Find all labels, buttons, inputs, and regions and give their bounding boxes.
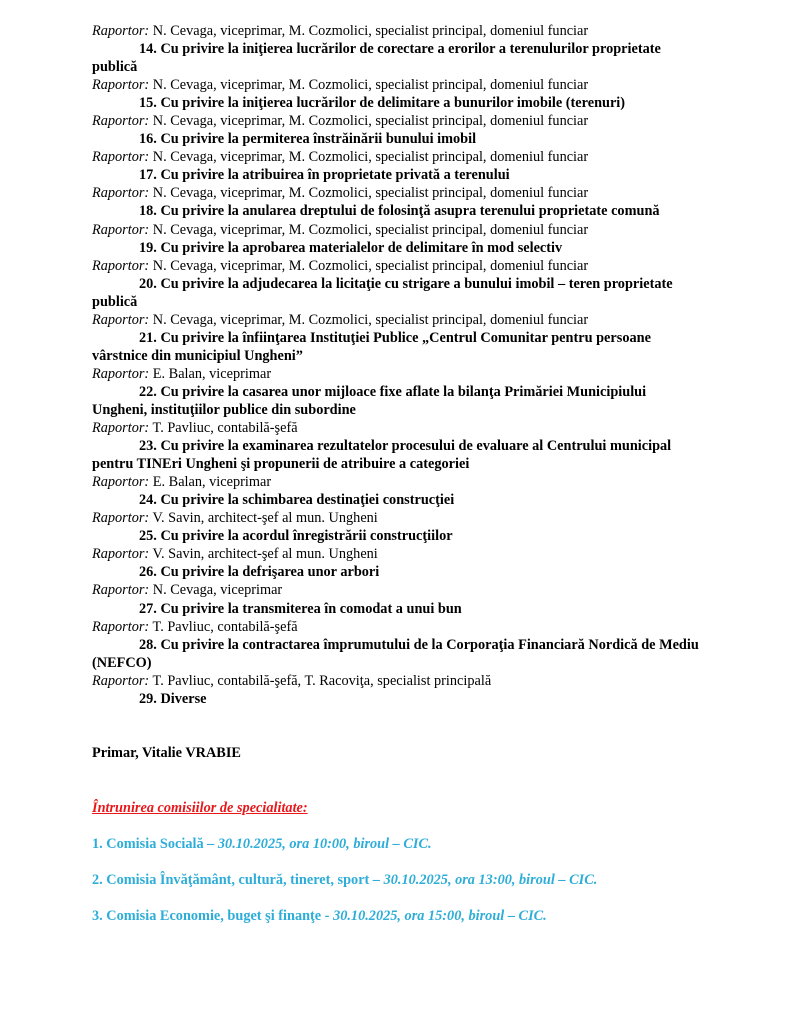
raportor-text: V. Savin, architect-şef al mun. Ungheni bbox=[152, 510, 378, 527]
raportor-text: E. Balan, viceprimar bbox=[152, 365, 272, 382]
raportor-line bbox=[92, 76, 732, 94]
agenda-item-title: (NEFCO) bbox=[92, 654, 152, 671]
agenda-item-title: 14. Cu privire la iniţierea lucrărilor de corectare a erorilor a terenulurilor proprietate bbox=[139, 41, 661, 58]
commission-details: – 30.10.2025, ora 10:00, biroul – CIC. bbox=[203, 835, 432, 852]
raportor-text: E. Balan, viceprimar bbox=[152, 474, 272, 491]
raportor-line bbox=[92, 221, 732, 239]
commission-entry bbox=[92, 907, 732, 925]
raportor-label: Raportor: bbox=[92, 185, 150, 202]
raportor-text: N. Cevaga, viceprimar bbox=[152, 582, 283, 599]
raportor-label: Raportor: bbox=[92, 257, 150, 274]
raportor-label: Raportor: bbox=[92, 311, 150, 328]
commission-details: – 30.10.2025, ora 13:00, biroul – CIC. bbox=[372, 871, 598, 888]
agenda-item-title: 15. Cu privire la iniţierea lucrărilor de delimitare a bunurilor imobile (terenuri) bbox=[139, 95, 626, 112]
commission-name: 1. Comisia Socială bbox=[92, 835, 204, 852]
raportor-label: Raportor: bbox=[92, 77, 150, 94]
raportor-text: N. Cevaga, viceprimar, M. Cozmolici, specialist principal, domeniul funciar bbox=[152, 113, 589, 130]
raportor-line bbox=[92, 257, 732, 275]
raportor-label: Raportor: bbox=[92, 618, 150, 635]
agenda-item-title: 20. Cu privire la adjudecarea la licitaţie cu strigare a bunului imobil – teren proprietate bbox=[139, 275, 673, 292]
agenda-item-title: 19. Cu privire la aprobarea materialelor de delimitare în mod selectiv bbox=[139, 239, 563, 256]
raportor-text: T. Pavliuc, contabilă-şefă bbox=[152, 618, 298, 635]
raportor-text: N. Cevaga, viceprimar, M. Cozmolici, specialist principal, domeniul funciar bbox=[152, 185, 589, 202]
raportor-label: Raportor: bbox=[92, 546, 150, 563]
raportor-line bbox=[92, 672, 732, 690]
raportor-label: Raportor: bbox=[92, 420, 150, 437]
agenda-item-title: 26. Cu privire la defrişarea unor arbori bbox=[139, 564, 380, 581]
raportor-line bbox=[92, 184, 732, 202]
raportor-line bbox=[92, 581, 732, 599]
raportor-text: N. Cevaga, viceprimar, M. Cozmolici, specialist principal, domeniul funciar bbox=[152, 149, 589, 166]
raportor-line bbox=[92, 618, 732, 636]
agenda-item-title: 25. Cu privire la acordul înregistrării construcţiilor bbox=[139, 528, 453, 545]
agenda-item-title: 21. Cu privire la înfiinţarea Instituţiei Publice „Centrul Comunitar pentru persoane bbox=[139, 329, 651, 346]
raportor-line bbox=[92, 148, 732, 166]
commissions-list bbox=[92, 835, 732, 925]
agenda-item-title: Ungheni, instituţiilor publice din subordine bbox=[92, 401, 356, 418]
agenda-item-title: 16. Cu privire la permiterea înstrăinării bunului imobil bbox=[139, 131, 477, 148]
raportor-line bbox=[92, 419, 732, 437]
commission-name: 3. Comisia Economie, buget şi finanţe bbox=[92, 907, 322, 924]
raportor-line bbox=[92, 509, 732, 527]
raportor-text: N. Cevaga, viceprimar, M. Cozmolici, specialist principal, domeniul funciar bbox=[152, 221, 589, 238]
agenda-items bbox=[92, 40, 732, 708]
raportor-label: Raportor: bbox=[92, 582, 150, 599]
raportor-text: V. Savin, architect-şef al mun. Ungheni bbox=[152, 546, 378, 563]
raportor-line bbox=[92, 473, 732, 491]
agenda-document bbox=[92, 22, 732, 925]
raportor-label: Raportor: bbox=[92, 113, 150, 130]
agenda-item-title: 23. Cu privire la examinarea rezultatelor procesului de evaluare al Centrului municipal bbox=[139, 438, 672, 455]
commission-details: - 30.10.2025, ora 15:00, biroul – CIC. bbox=[321, 907, 547, 924]
raportor-line bbox=[92, 112, 732, 130]
commission-entry bbox=[92, 871, 732, 889]
raportor-label: Raportor: bbox=[92, 474, 150, 491]
raportor-text: N. Cevaga, viceprimar, M. Cozmolici, specialist principal, domeniul funciar bbox=[152, 77, 589, 94]
agenda-item-title: 18. Cu privire la anularea dreptului de folosinţă asupra terenului proprietate comună bbox=[139, 203, 660, 220]
raportor-label: Raportor: bbox=[92, 672, 150, 689]
commission-entry bbox=[92, 835, 732, 853]
raportor-line bbox=[92, 545, 732, 563]
agenda-item-title: 17. Cu privire la atribuirea în proprietate privată a terenului bbox=[139, 167, 510, 184]
raportor-text: N. Cevaga, viceprimar, M. Cozmolici, specialist principal, domeniul funciar bbox=[152, 311, 589, 328]
agenda-item-title: vârstnice din municipiul Ungheni” bbox=[92, 347, 303, 364]
agenda-item-title: 28. Cu privire la contractarea împrumutului de la Corporaţia Financiară Nordică de Mediu bbox=[139, 636, 699, 653]
raportor-text: T. Pavliuc, contabilă-şefă bbox=[152, 420, 298, 437]
agenda-item-title: 29. Diverse bbox=[139, 690, 207, 707]
raportor-line bbox=[92, 22, 732, 40]
agenda-item-title: 24. Cu privire la schimbarea destinaţiei construcţiei bbox=[139, 492, 455, 509]
raportor-label: Raportor: bbox=[92, 510, 150, 527]
raportor-line bbox=[92, 311, 732, 329]
raportor-line bbox=[92, 365, 732, 383]
raportor-label: Raportor: bbox=[92, 149, 150, 166]
raportor-label: Raportor: bbox=[92, 365, 150, 382]
agenda-item-title: 27. Cu privire la transmiterea în comodat a unui bun bbox=[139, 600, 462, 617]
raportor-label: Raportor: bbox=[92, 23, 150, 39]
raportor-text: T. Pavliuc, contabilă-şefă, T. Racoviţa, specialist principală bbox=[152, 672, 492, 689]
agenda-item-title: publică bbox=[92, 293, 138, 310]
raportor-text: N. Cevaga, viceprimar, M. Cozmolici, specialist principal, domeniul funciar bbox=[152, 257, 589, 274]
raportor-label: Raportor: bbox=[92, 221, 150, 238]
agenda-item-title: 22. Cu privire la casarea unor mijloace fixe aflate la bilanţa Primăriei Municipiului bbox=[139, 383, 647, 400]
mayor-signature: Primar, Vitalie VRABIE bbox=[92, 744, 241, 761]
commission-name: 2. Comisia Învăţământ, cultură, tineret, sport bbox=[92, 871, 373, 888]
commissions-title: Întrunirea comisiilor de specialitate: bbox=[92, 799, 308, 816]
agenda-item-title: publică bbox=[92, 59, 138, 76]
raportor-text: N. Cevaga, viceprimar, M. Cozmolici, specialist principal, domeniul funciar bbox=[152, 23, 589, 39]
agenda-item-title: pentru TINEri Ungheni şi propunerii de atribuire a categoriei bbox=[92, 456, 470, 473]
